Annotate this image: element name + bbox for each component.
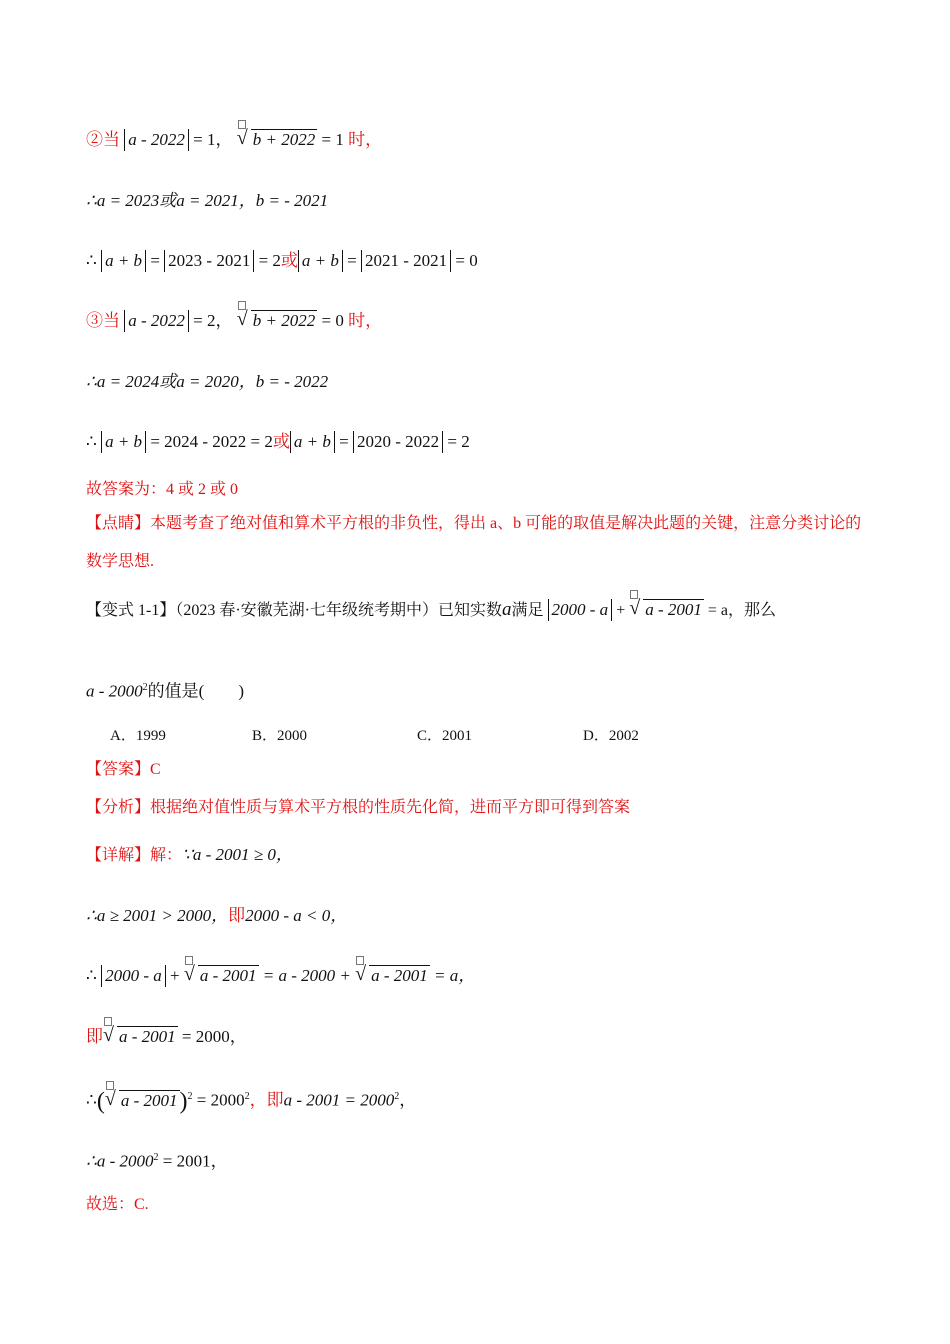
right-paren: ) [179, 1088, 188, 1115]
math-text: = 2000 [192, 1090, 245, 1110]
question-text: 【变式 1-1】（2023 春·安徽芜湖·七年级统考期中）已知实数 [86, 602, 502, 619]
condition-suffix: 时， [348, 311, 383, 330]
equation-text: = 0 [321, 311, 344, 330]
exponent: 2 [153, 1152, 159, 1163]
absolute-value: 2000 - a [548, 599, 613, 621]
math-text: ∴a - 2000 [86, 1151, 154, 1171]
ji-text: 即 [228, 906, 246, 925]
case-2-condition [86, 128, 382, 152]
root-body: b + 2022 [252, 311, 316, 330]
absolute-value: 2023 - 2021 [164, 250, 254, 272]
absolute-value: 2000 - a [101, 965, 166, 987]
math-text: = 2001， [158, 1151, 228, 1171]
root-body: b + 2022 [252, 130, 316, 149]
radical-icon: √ [104, 1087, 116, 1110]
equation-text: = 2 [254, 251, 281, 270]
condition-suffix: 时， [348, 130, 383, 149]
question-text: 的值是( ) [147, 681, 244, 701]
radical-icon: √ [236, 308, 248, 330]
root-body: a - 2001 [120, 1090, 178, 1110]
detail-line-3 [86, 964, 475, 988]
equation-text: = 1 [321, 130, 344, 149]
exponent: 2 [142, 682, 148, 693]
radical-icon: √ [236, 127, 248, 149]
case-3-values: ∴a = 2024或a = 2020，b = - 2022 [86, 372, 329, 391]
case-marker: ③当 [86, 311, 120, 330]
absolute-value: 2021 - 2021 [361, 250, 451, 272]
absolute-value: a - 2022 [124, 129, 189, 151]
math-text: ∴a ≥ 2001 > 2000， [86, 906, 229, 925]
detail-line-5 [86, 1085, 416, 1114]
root-body: a - 2001 [371, 966, 428, 985]
question-text: = a，那么 [703, 602, 777, 619]
math-text: = 2000， [177, 1027, 247, 1046]
detail-label: 【详解】解： [86, 847, 183, 864]
expression: a - 2000 [86, 681, 143, 701]
case-3-condition [86, 309, 382, 333]
radical-icon: √ [355, 963, 367, 985]
comma: ， [399, 1090, 417, 1110]
root-body: a - 2001 [199, 966, 257, 985]
choice-b[interactable]: B．2000 [252, 728, 308, 744]
absolute-value: a - 2022 [124, 310, 189, 332]
radical-icon: √ [183, 963, 195, 985]
radical-icon: √ [103, 1024, 114, 1046]
equation-text: = [342, 251, 361, 270]
final-choice: 故选：C. [86, 1196, 149, 1213]
therefore-symbol: ∴ [86, 432, 97, 451]
equation-text: = 1， [193, 130, 233, 149]
equation-text: = 0 [451, 251, 478, 270]
therefore-symbol: ∴ [86, 1090, 97, 1110]
root-index-box [104, 1017, 112, 1026]
case-2-values: ∴a = 2023或a = 2021，b = - 2021 [86, 191, 329, 210]
exponent: 2 [187, 1091, 193, 1102]
math-text: = a， [429, 966, 476, 985]
root-index-box [106, 1081, 114, 1090]
root-index-box [356, 956, 364, 965]
cube-root [629, 598, 704, 622]
root-index-box [630, 590, 638, 599]
root-index-box [185, 956, 193, 965]
answer-summary: 故答案为：4 或 2 或 0 [86, 481, 239, 498]
dianjing-paragraph: 【点睛】本题考查了绝对值和算术平方根的非负性，得出 a、b 可能的取值是解决此题的关键，注意分类讨论的数学思想. [86, 515, 862, 570]
case-marker: ②当 [86, 130, 120, 149]
root-body: a - 2001 [645, 600, 702, 619]
equation-text: = 2 [443, 432, 470, 451]
absolute-value: 2020 - 2022 [353, 431, 443, 453]
math-text: a - 2001 = 2000 [283, 1090, 395, 1110]
root-index-box [238, 120, 246, 129]
choice-d[interactable]: D．2002 [583, 728, 639, 744]
cube-root [103, 1025, 178, 1049]
absolute-value: a + b [290, 431, 335, 453]
variable-a: a [502, 599, 512, 620]
radical-icon: √ [629, 597, 641, 619]
plus-sign: + [165, 966, 184, 985]
equation-text: = 2， [193, 311, 233, 330]
cube-root [237, 128, 317, 152]
absolute-value: a + b [101, 250, 146, 272]
left-paren: ( [96, 1088, 105, 1115]
analysis-text: 【分析】根据绝对值性质与算术平方根的性质先化简，进而平方即可得到答案 [86, 799, 631, 816]
detail-line-1 [86, 843, 293, 868]
question-text: 满足 [511, 602, 544, 619]
detail-line-2 [86, 904, 347, 928]
root-body: a - 2001 [119, 1027, 176, 1046]
cube-root [237, 309, 317, 333]
choice-c[interactable]: C．2001 [417, 728, 473, 744]
therefore-symbol: ∴ [86, 966, 102, 985]
or-text: 或 [272, 432, 290, 451]
detail-line-6 [86, 1146, 228, 1174]
equation-text: = [334, 432, 353, 451]
question-line-2 [86, 676, 244, 704]
detail-line-4 [86, 1025, 247, 1049]
ji-text: 即 [86, 1027, 103, 1046]
equation-text: = [146, 251, 165, 270]
exponent: 2 [244, 1091, 250, 1102]
case-3-result [86, 430, 470, 454]
math-text: ∵a - 2001 ≥ 0， [182, 845, 293, 864]
math-text: 2000 - a < 0， [245, 906, 348, 925]
root-index-box [238, 301, 246, 310]
plus-sign: + [612, 602, 630, 619]
math-text: = a - 2000 + [258, 966, 356, 985]
cube-root [355, 964, 430, 988]
case-2-result [86, 249, 478, 273]
cube-root [105, 1089, 180, 1113]
therefore-symbol: ∴ [86, 251, 97, 270]
cube-root [184, 964, 259, 988]
exponent: 2 [394, 1091, 400, 1102]
absolute-value: a + b [101, 431, 146, 453]
choice-a[interactable]: A．1999 [110, 728, 166, 744]
or-text: 或 [280, 251, 298, 270]
equation-text: = 2024 - 2022 = 2 [146, 432, 273, 451]
question-header [86, 598, 776, 623]
ji-text: ，即 [249, 1090, 284, 1110]
answer-label: 【答案】C [86, 761, 161, 778]
absolute-value: a + b [298, 250, 343, 272]
